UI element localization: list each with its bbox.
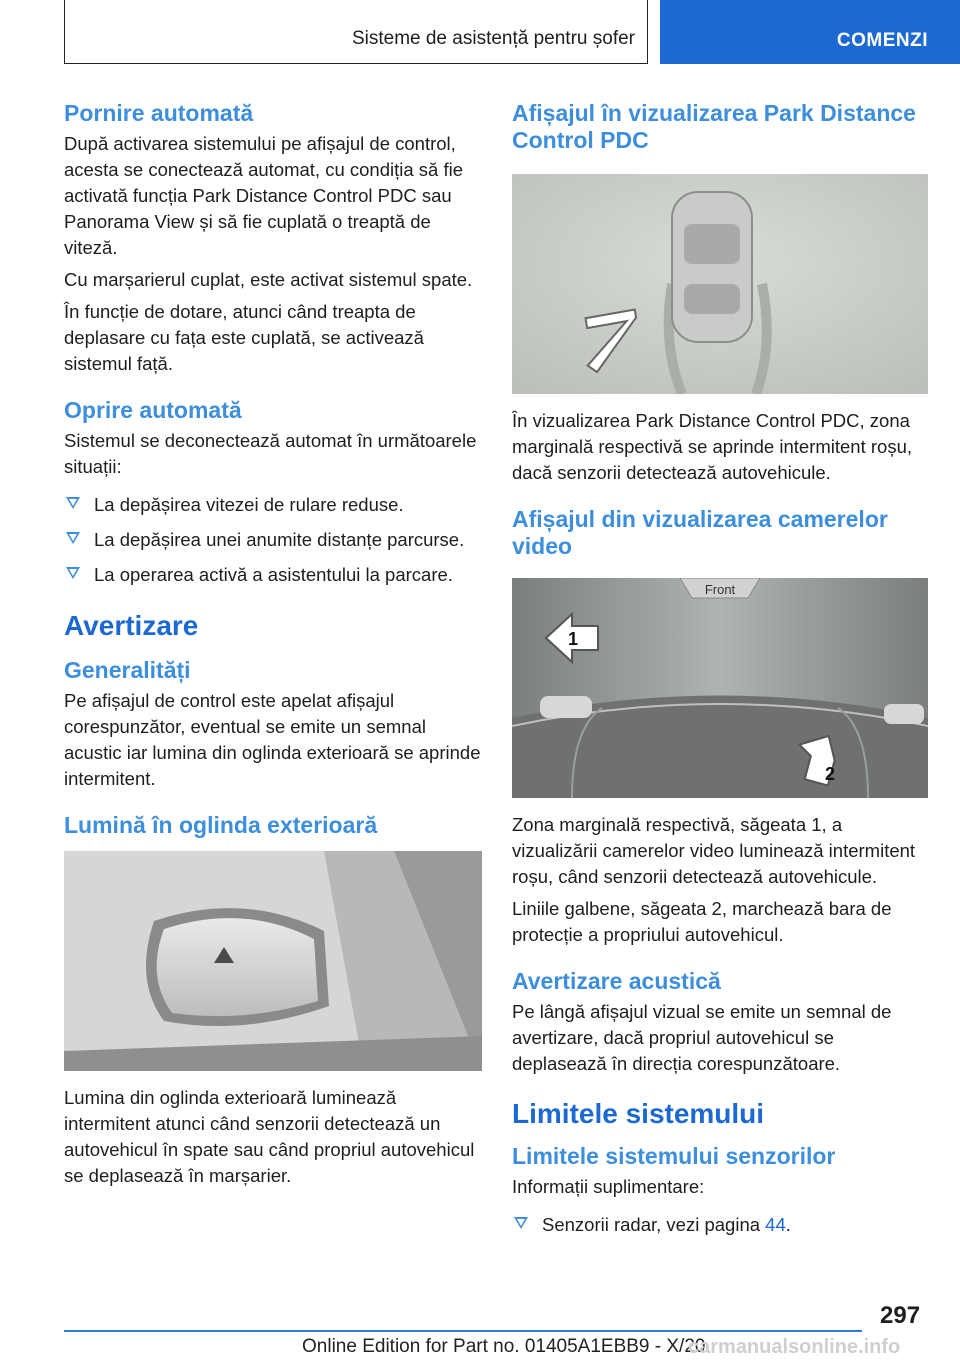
list-item: La depășirea unei anumite distanțe parcurse. [64,527,482,553]
heading-oprire: Oprire automată [64,397,242,423]
list-item: Senzorii radar, vezi pagina 44. [512,1212,928,1238]
heading-afisaj-pdc: Afișajul în vizualizarea Park Distance Control PDC [512,100,916,153]
header-section-box [64,0,648,64]
pdc-figure [512,174,928,394]
heading-acustica: Avertizare acustică [512,968,721,994]
heading-avertizare: Avertizare [64,610,199,641]
list-item: La depășirea vitezei de rulare reduse. [64,492,482,518]
footer-edition: Online Edition for Part no. 01405A1EBB9 - X/20 [302,1336,706,1357]
right-column [512,100,928,1247]
front-label: Front [704,582,736,597]
paragraph: După activarea sistemului pe afișajul de control, acesta se conectează automat, cu condiția să fie activată funcția Park Distance Control PDC sau Panorama View și să fie cuplată o treaptă de viteză. [64,133,464,258]
header-section-title: Sisteme de asistență pentru șofer [351,28,635,49]
mirror-figure [64,851,482,1071]
bullet-triangle-icon [66,567,80,579]
bullet-list [64,492,482,588]
paragraph: Pe lângă afișajul vizual se emite un semnal de avertizare, dacă propriul autovehicul se deplasează în direcția corespunzătoare. [512,1001,892,1074]
heading-limitele-senzorilor: Limitele sistemului senzorilor [512,1143,836,1169]
header-tab-label: COMENZI [836,30,928,51]
marker-2: 2 [825,764,836,784]
header-tab[interactable] [660,0,960,64]
paragraph: Cu marșarierul cuplat, este activat sistemul spate. [64,269,473,290]
paragraph: În funcție de dotare, atunci când treapta de deplasare cu fața este cuplată, se activează sistemul față. [64,301,424,374]
list-item: La operarea activă a asistentului la parcare. [64,562,482,588]
heading-pornire: Pornire automată [64,100,254,126]
paragraph: Informații suplimentare: [512,1176,705,1197]
paragraph: Lumina din oglinda exterioară luminează intermitent atunci când senzorii detectează un autovehicul în spate sau când propriul autovehicul se deplasează în marșarier. [64,1087,475,1186]
page-number: 297 [880,1302,921,1329]
paragraph: Pe afișajul de control este apelat afișajul corespunzător, eventual se emite un semnal acustic iar lumina din oglinda exterioară se aprinde intermitent. [64,690,481,789]
bullet-triangle-icon [66,497,80,509]
footer-divider [64,1330,862,1332]
bullet-triangle-icon [66,532,80,544]
paragraph: Sistemul se deconectează automat în următoarele situații: [64,430,477,477]
watermark: carmanualsonline.info [688,1336,901,1358]
camera-figure [512,578,928,798]
camera-illustration [512,578,928,798]
bullet-list [512,1212,928,1238]
left-column [64,100,482,1195]
heading-lumina: Lumină în oglinda exterioară [64,812,378,838]
mirror-illustration [64,851,482,1071]
paragraph: În vizualizarea Park Distance Control PDC, zona marginală respectivă se aprinde intermitent roșu, dacă senzorii detectează autovehicule. [512,410,912,483]
heading-limitele: Limitele sistemului [512,1098,765,1129]
page-link[interactable]: 44 [765,1214,786,1235]
pdc-illustration [512,174,928,394]
marker-1: 1 [568,629,579,649]
bullet-triangle-icon [514,1217,528,1229]
paragraph: Liniile galbene, săgeata 2, marchează bara de protecție a propriului autovehicul. [512,898,892,945]
heading-afisaj-cam: Afișajul din vizualizarea camerelor video [512,506,888,559]
paragraph: Zona marginală respectivă, săgeata 1, a vizualizării camerelor video luminează intermitent roșu, când senzorii detectează autovehicule. [512,814,916,887]
heading-generalitati: Generalități [64,657,191,683]
